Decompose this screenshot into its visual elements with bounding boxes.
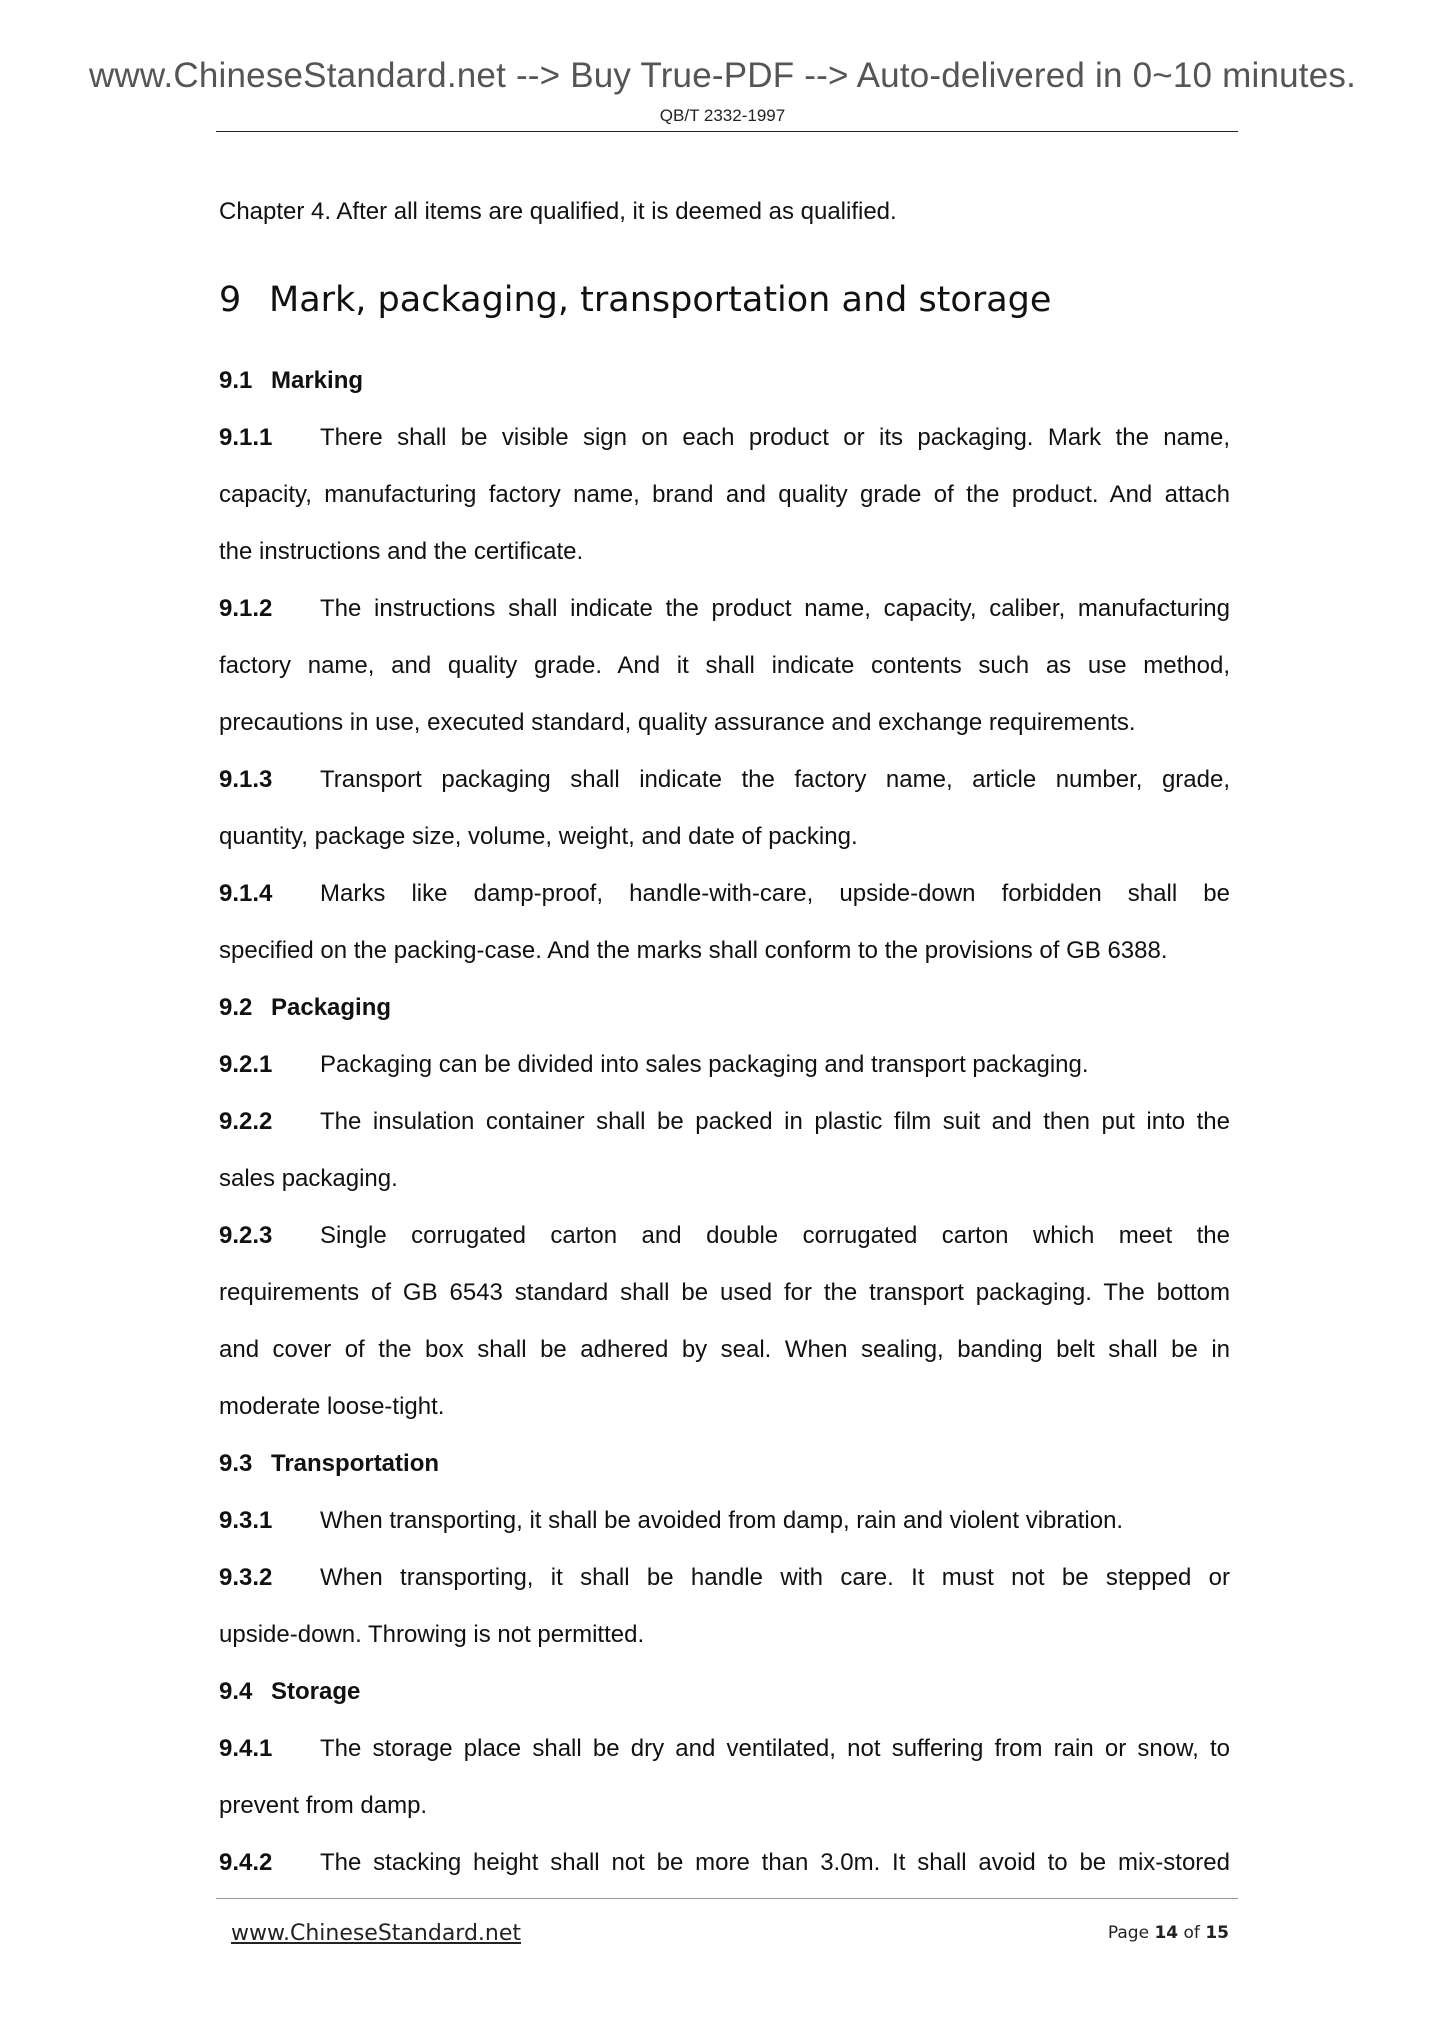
clause-number: 9.4.1 bbox=[219, 1735, 273, 1762]
clause-text: Single corrugated carton and double corrugated carton which meet the bbox=[320, 1222, 1230, 1249]
footer-website-link[interactable]: www.ChineseStandard.net bbox=[231, 1921, 522, 1946]
clause-text: Transport packaging shall indicate the factory name, article number, grade, bbox=[320, 766, 1230, 793]
section-heading-9-2 bbox=[219, 979, 1230, 1036]
clause-9-2-1-line-1 bbox=[219, 1036, 1230, 1093]
section-number: 9.1 bbox=[219, 367, 253, 394]
clause-text: Packaging can be divided into sales packaging and transport packaging. bbox=[320, 1051, 1089, 1078]
clause-9-4-2-line-1 bbox=[219, 1834, 1230, 1891]
page-prefix: Page bbox=[1107, 1923, 1150, 1943]
clause-9-1-3-line-1 bbox=[219, 751, 1230, 808]
clause-number: 9.1.4 bbox=[219, 880, 273, 907]
section-heading-9-3 bbox=[219, 1435, 1230, 1492]
clause-9-1-1-line-2: capacity, manufacturing factory name, brand and quality grade of the product. And attach bbox=[219, 481, 1230, 508]
document-body bbox=[219, 183, 1230, 1891]
header-banner[interactable]: www.ChineseStandard.net --> Buy True-PDF --> Auto-delivered in 0~10 minutes. bbox=[88, 56, 1357, 95]
clause-9-3-2-line-2: upside-down. Throwing is not permitted. bbox=[219, 1621, 645, 1648]
page-total: 15 bbox=[1205, 1923, 1229, 1943]
section-title: Transportation bbox=[271, 1450, 440, 1477]
clause-number: 9.2.1 bbox=[219, 1051, 273, 1078]
clause-9-3-2-line-1 bbox=[219, 1549, 1230, 1606]
clause-9-4-1-line-1 bbox=[219, 1720, 1230, 1777]
clause-text: When transporting, it shall be handle with care. It must not be stepped or bbox=[320, 1564, 1230, 1591]
clause-number: 9.4.2 bbox=[219, 1849, 273, 1876]
page-number bbox=[1108, 1923, 1229, 1943]
footer-divider bbox=[216, 1898, 1238, 1899]
clause-number: 9.2.3 bbox=[219, 1222, 273, 1249]
clause-9-3-1-line-1 bbox=[219, 1492, 1230, 1549]
section-number: 9.2 bbox=[219, 994, 253, 1021]
page-of: of bbox=[1183, 1923, 1200, 1943]
clause-9-2-3-line-1 bbox=[219, 1207, 1230, 1264]
section-title: Packaging bbox=[271, 994, 392, 1021]
clause-text: The storage place shall be dry and ventilated, not suffering from rain or snow, to bbox=[320, 1735, 1230, 1762]
clause-text: The stacking height shall not be more than 3.0m. It shall avoid to be mix-stored bbox=[320, 1849, 1230, 1876]
standard-code: QB/T 2332-1997 bbox=[659, 106, 786, 125]
section-number: 9.4 bbox=[219, 1678, 253, 1705]
clause-9-1-3-line-2: quantity, package size, volume, weight, and date of packing. bbox=[219, 823, 858, 850]
clause-number: 9.3.2 bbox=[219, 1564, 273, 1591]
chapter-number: 9 bbox=[219, 280, 242, 320]
clause-9-2-2-line-1 bbox=[219, 1093, 1230, 1150]
section-heading-9-4 bbox=[219, 1663, 1230, 1720]
clause-9-1-2-line-2: factory name, and quality grade. And it shall indicate contents such as use method, bbox=[219, 652, 1230, 679]
clause-number: 9.2.2 bbox=[219, 1108, 273, 1135]
clause-9-1-1-line-3: the instructions and the certificate. bbox=[219, 538, 584, 565]
clause-number: 9.3.1 bbox=[219, 1507, 273, 1534]
clause-9-2-3-line-3: and cover of the box shall be adhered by seal. When sealing, banding belt shall be in bbox=[219, 1336, 1230, 1363]
intro-paragraph: Chapter 4. After all items are qualified, it is deemed as qualified. bbox=[219, 198, 897, 225]
clause-9-4-1-line-2: prevent from damp. bbox=[219, 1792, 428, 1819]
clause-9-1-4-line-2: specified on the packing-case. And the marks shall conform to the provisions of GB 6388. bbox=[219, 937, 1168, 964]
clause-9-2-2-line-2: sales packaging. bbox=[219, 1165, 398, 1192]
clause-text: The instructions shall indicate the product name, capacity, caliber, manufacturing bbox=[320, 595, 1230, 622]
clause-9-1-2-line-3: precautions in use, executed standard, quality assurance and exchange requirements. bbox=[219, 709, 1136, 736]
section-number: 9.3 bbox=[219, 1450, 253, 1477]
section-heading-9-1 bbox=[219, 352, 1230, 409]
clause-number: 9.1.3 bbox=[219, 766, 273, 793]
clause-9-2-3-line-2: requirements of GB 6543 standard shall be used for the transport packaging. The bottom bbox=[219, 1279, 1230, 1306]
chapter-heading bbox=[219, 270, 1230, 330]
clause-text: Marks like damp-proof, handle-with-care, upside-down forbidden shall be bbox=[320, 880, 1230, 907]
clause-number: 9.1.1 bbox=[219, 424, 273, 451]
clause-9-1-1-line-1 bbox=[219, 409, 1230, 466]
clause-9-2-3-line-4: moderate loose-tight. bbox=[219, 1393, 445, 1420]
clause-text: When transporting, it shall be avoided from damp, rain and violent vibration. bbox=[320, 1507, 1124, 1534]
clause-text: There shall be visible sign on each product or its packaging. Mark the name, bbox=[320, 424, 1230, 451]
section-title: Marking bbox=[271, 367, 364, 394]
header-divider bbox=[216, 131, 1238, 132]
page-current: 14 bbox=[1154, 1923, 1179, 1943]
clause-text: The insulation container shall be packed in plastic film suit and then put into the bbox=[320, 1108, 1230, 1135]
clause-9-1-4-line-1 bbox=[219, 865, 1230, 922]
section-title: Storage bbox=[271, 1678, 361, 1705]
clause-9-1-2-line-1 bbox=[219, 580, 1230, 637]
chapter-title: Mark, packaging, transportation and storage bbox=[269, 280, 1052, 320]
clause-number: 9.1.2 bbox=[219, 595, 273, 622]
